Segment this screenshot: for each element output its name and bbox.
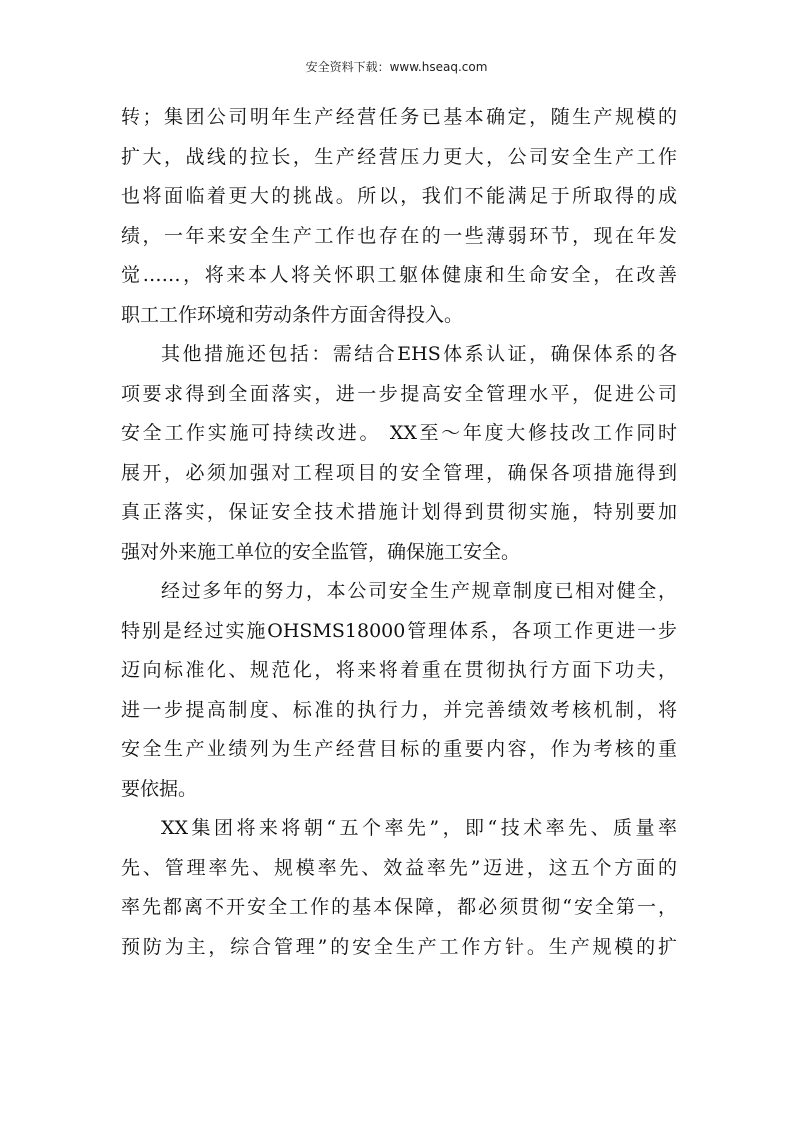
text-line: 进一步提高制度、标准的执行力，并完善绩效考核机制，将 <box>121 698 677 721</box>
document-body <box>121 98 677 967</box>
text-line: 强对外来施工单位的安全监管，确保施工安全。 <box>121 540 521 563</box>
text-line: 转；集团公司明年生产经营任务已基本确定，随生产规模的 <box>121 106 677 128</box>
text-line: 率先都离不开安全工作的基本保障，都必须贯彻“安全第一， <box>121 896 677 918</box>
text-line: 真正落实，保证安全技术措施计划得到贯彻实施，特别要加 <box>121 501 677 523</box>
text-line: 先、管理率先、规模率先、效益率先”迈进，这五个方面的 <box>121 856 677 879</box>
page-header: 安全资料下载：www.hseaq.com <box>305 60 488 74</box>
paragraph-4 <box>121 809 677 967</box>
text-line: 要依据。 <box>121 777 198 800</box>
text-line: 安全生产业绩列为生产经营目标的重要内容，作为考核的重 <box>121 738 677 760</box>
text-line: 觉……，将来本人将关怀职工躯体健康和生命安全，在改善 <box>121 264 677 286</box>
text-line: 迈向标准化、规范化，将来将着重在贯彻执行方面下功夫， <box>121 659 677 681</box>
text-line: 预防为主，综合管理”的安全生产工作方针。生产规模的扩 <box>121 935 677 958</box>
text-line: 职工工作环境和劳动条件方面舍得投入。 <box>121 303 464 326</box>
text-line: 经过多年的努力，本公司安全生产规章制度已相对健全， <box>161 580 677 602</box>
paragraph-2 <box>121 335 677 572</box>
text-line: 其他措施还包括：需结合EHS体系认证，确保体系的各 <box>161 343 677 365</box>
text-line: 绩，一年来安全生产工作也存在的一些薄弱环节，现在年发 <box>121 224 677 247</box>
text-line: 扩大，战线的拉长，生产经营压力更大，公司安全生产工作 <box>121 145 677 168</box>
text-line: 特别是经过实施OHSMS18000管理体系，各项工作更进一步 <box>121 619 677 642</box>
text-line: 也将面临着更大的挑战。所以，我们不能满足于所取得的成 <box>121 185 677 207</box>
paragraph-1 <box>121 98 677 335</box>
text-line: 安全工作实施可持续改进。 XX至～年度大修技改工作同时 <box>121 422 677 444</box>
text-line: 项要求得到全面落实，进一步提高安全管理水平，促进公司 <box>121 382 677 405</box>
paragraph-3 <box>121 572 677 809</box>
text-line: 展开，必须加强对工程项目的安全管理，确保各项措施得到 <box>121 461 677 484</box>
text-line: XX集团将来将朝“五个率先”，即“技术率先、质量率 <box>161 817 677 839</box>
